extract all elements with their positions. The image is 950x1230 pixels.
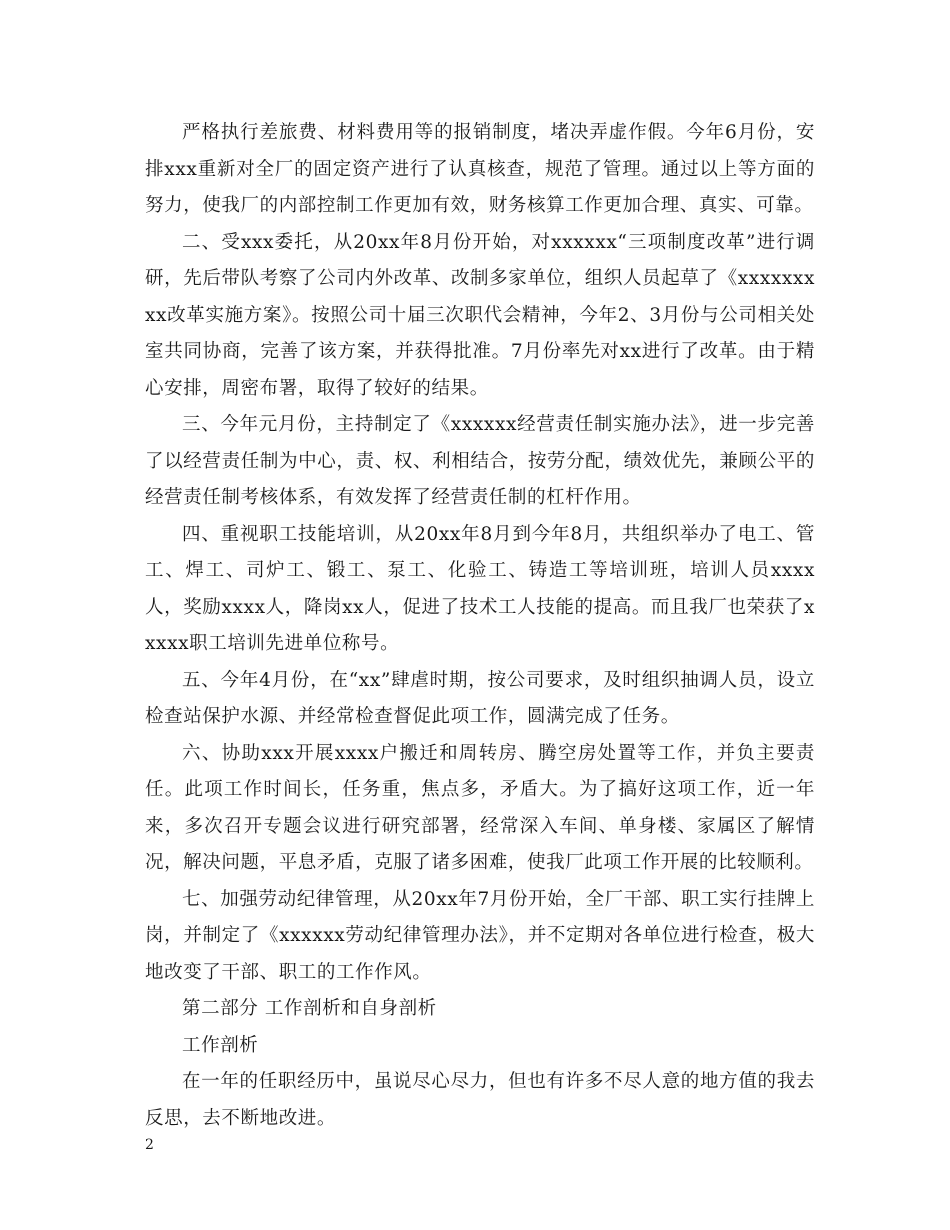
- paragraph: 二、受xxx委托，从20xx年8月份开始，对xxxxxx“三项制度改革”进行调研，先后带队考察了公司内外改革、改制多家单位，组织人员起草了《xxxxxxxxx改革实施方案》。按照公司十届三次职代会精神，今年2、3月份与公司相关处室共同协商，完善了该方案，并获得批准。7月份率先对xx进行了改革。由于精心安排，周密布署，取得了较好的结果。: [145, 231, 815, 399]
- paragraph: 五、今年4月份，在“xx”肆虐时期，按公司要求，及时组织抽调人员，设立检查站保护水源、并经常检查督促此项工作，圆满完成了任务。: [145, 669, 815, 727]
- closing-paragraph: 在一年的任职经历中，虽说尽心尽力，但也有许多不尽人意的地方值的我去反思，去不断地改进。: [145, 1071, 815, 1129]
- document-body: [145, 115, 815, 1137]
- paragraph: 四、重视职工技能培训，从20xx年8月到今年8月，共组织举办了电工、管工、焊工、司炉工、锻工、泵工、化验工、铸造工等培训班，培训人员xxxx人，奖励xxxx人，降岗xx人，促进了技术工人技能的提高。而且我厂也荣获了xxxxx职工培训先进单位称号。: [145, 523, 815, 654]
- paragraph: 六、协助xxx开展xxxx户搬迁和周转房、腾空房处置等工作，并负主要责任。此项工作时间长，任务重，焦点多，矛盾大。为了搞好这项工作，近一年来，多次召开专题会议进行研究部署，经常深入车间、单身楼、家属区了解情况，解决问题，平息矛盾，克服了诸多困难，使我厂此项工作开展的比较顺利。: [145, 742, 815, 873]
- paragraph: 三、今年元月份，主持制定了《xxxxxx经营责任制实施办法》，进一步完善了以经营责任制为中心，责、权、利相结合，按劳分配，绩效优先，兼顾公平的经营责任制考核体系，有效发挥了经营责任制的杠杆作用。: [145, 414, 815, 508]
- paragraph: 七、加强劳动纪律管理，从20xx年7月份开始，全厂干部、职工实行挂牌上岗，并制定了《xxxxxx劳动纪律管理办法》，并不定期对各单位进行检查，极大地改变了干部、职工的工作作风。: [145, 888, 815, 983]
- page-number: 2: [145, 1137, 154, 1153]
- paragraph: 严格执行差旅费、材料费用等的报销制度，堵决弄虚作假。今年6月份，安排xxx重新对全厂的固定资产进行了认真核查，规范了管理。通过以上等方面的努力，使我厂的内部控制工作更加有效，财务核算工作更加合理、真实、可靠。: [145, 122, 815, 216]
- subsection-heading: 工作剖析: [182, 1034, 259, 1056]
- section-heading: 第二部分 工作剖析和自身剖析: [182, 998, 437, 1019]
